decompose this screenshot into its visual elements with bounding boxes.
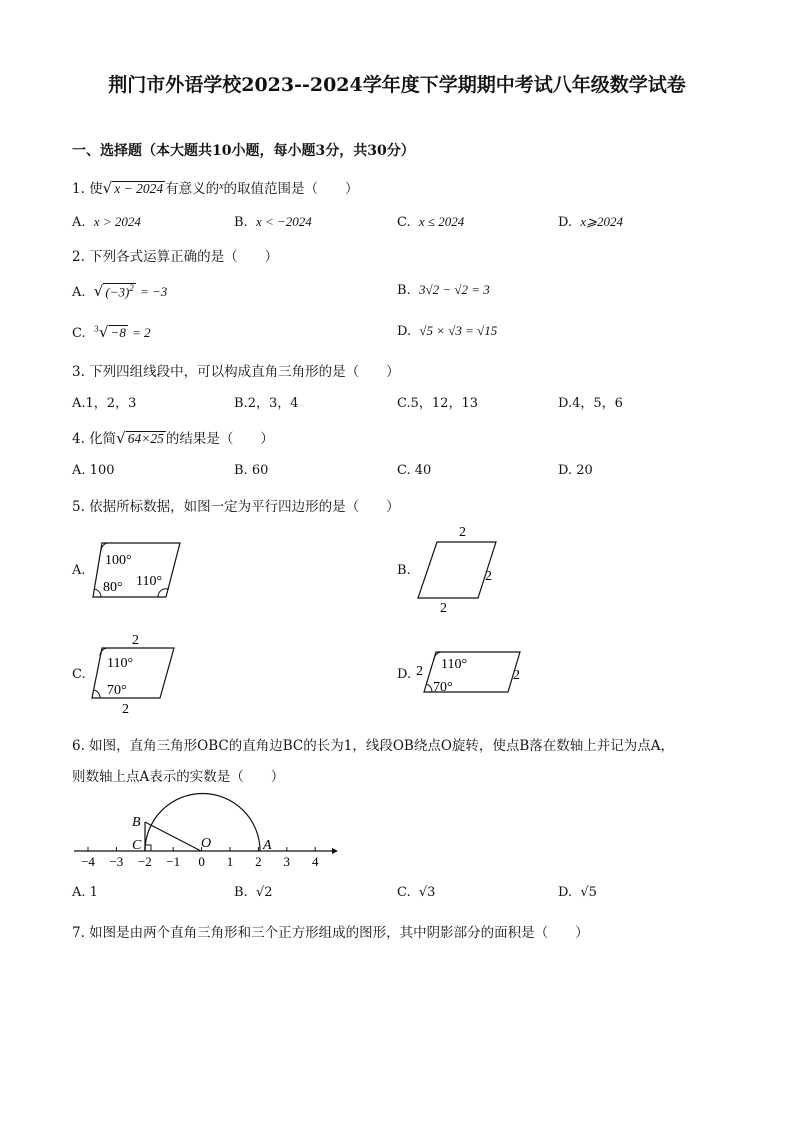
question-4-stem: 4. 化简√ 64×25 的结果是（ ） [72,429,274,447]
fig-b-top: 2 [459,525,466,540]
q3-option-c[interactable]: C.5，12，13 [397,396,478,411]
segment-bo [145,822,201,851]
q1-suffix: 的取值范围是（ ） [223,181,359,197]
arrow-head-icon [332,848,338,854]
q5-figure-b [412,522,502,614]
axis-tick-label: 4 [311,854,319,869]
q6-number-line-figure [70,782,340,874]
q5-option-b-label[interactable]: B. [397,563,411,578]
q6-option-d[interactable]: D. √5 [558,885,597,900]
axis-tick-label: −3 [109,854,124,869]
fig-d-angle-110: 110° [441,657,468,672]
q4-option-d[interactable]: D. 20 [558,463,593,478]
axis-tick-label: 2 [255,854,262,869]
section-heading-choice: 一、选择题（本大题共10小题，每小题3分，共30分） [72,143,415,159]
fig-a-angle-80: 80° [103,580,123,595]
question-6-line-1: 6. 如图，直角三角形OBC的直角边BC的长为1，线段OB绕点O旋转，使点B落在数轴上并记为点A， [72,738,675,754]
q6-option-c[interactable]: C. √3 [397,885,436,900]
q5-option-d-label[interactable]: D. [397,667,412,682]
q4-option-c[interactable]: C. 40 [397,463,432,478]
point-b-label: B [132,815,141,830]
q5-option-c-label[interactable]: C. [72,667,86,682]
q5-figure-a [88,537,188,603]
q5-figure-d [414,648,526,696]
point-c-label: C [132,838,142,853]
fig-c-angle-110: 110° [107,656,134,671]
question-6-line-2: 则数轴上点A表示的实数是（ ） [72,769,285,785]
q2-option-c[interactable]: C. $^3$√ −8 = 2 [72,323,151,341]
q2-option-a[interactable]: A. √ $(-3)^2 = -3$ [72,282,168,300]
point-o-label: O [201,836,212,851]
fig-b-bottom: 2 [440,601,447,614]
q2-option-b[interactable]: B. 3√2 − √2 = 3 [397,282,490,298]
q3-option-b[interactable]: B.2，3，4 [234,396,299,411]
fig-d-right: 2 [513,668,520,683]
question-1-stem: 1. 使√ x − 2024 有意义的$^x$的取值范围是（ ） [72,179,359,197]
q3-option-d[interactable]: D.4，5，6 [558,396,623,411]
q6-option-b[interactable]: B. √2 [234,885,273,900]
q5-figure-c [88,630,180,718]
q6-option-a[interactable]: A. 1 [72,885,98,900]
fig-b-right: 2 [485,569,492,584]
axis-tick-label: 0 [198,854,205,869]
question-3-stem: 3. 下列四组线段中，可以构成直角三角形的是（ ） [72,364,400,380]
q3-option-a[interactable]: A.1，2，3 [72,396,137,411]
q1-radicand: x − 2024 [114,181,164,196]
q1-prefix: 1. 使 [72,181,103,197]
q1-option-c[interactable]: C. x ≤ 2024 [397,214,465,230]
fig-c-top: 2 [132,633,139,648]
axis-tick-label: −2 [137,854,152,869]
q2-option-d[interactable]: D. √5 × √3 = √15 [397,323,498,339]
axis-tick-label: −1 [166,854,181,869]
fig-d-angle-70: 70° [433,680,453,695]
fig-a-angle-110: 110° [136,574,163,589]
q1-var: x [219,181,224,192]
fig-a-angle-100: 100° [105,553,132,568]
question-7-stem: 7. 如图是由两个直角三角形和三个正方形组成的图形，其中阴影部分的面积是（ ） [72,925,589,941]
fig-c-bottom: 2 [122,702,129,717]
q4-option-b[interactable]: B. 60 [234,463,269,478]
question-2-stem: 2. 下列各式运算正确的是（ ） [72,249,279,265]
right-angle-mark [145,845,151,851]
fig-d-left: 2 [416,664,423,679]
question-5-stem: 5. 依据所标数据，如图一定为平行四边形的是（ ） [72,499,400,515]
q5-option-a-label[interactable]: A. [72,563,86,578]
q1-option-b[interactable]: B. x < −2024 [234,214,312,230]
q1-option-d[interactable]: D. x⩾2024 [558,214,624,230]
page-title: 荆门市外语学校2023--2024学年度下学期期中考试八年级数学试卷 [108,74,686,96]
q4-option-a[interactable]: A. 100 [72,463,115,478]
axis-tick-label: −4 [81,854,95,869]
q1-mid: 有意义的 [165,181,220,197]
axis-tick-label: 3 [283,854,291,869]
q1-option-a[interactable]: A. x > 2024 [72,214,141,230]
fig-c-angle-70: 70° [107,683,127,698]
point-a-label: A [263,838,272,853]
axis-tick-label: 1 [226,854,234,869]
